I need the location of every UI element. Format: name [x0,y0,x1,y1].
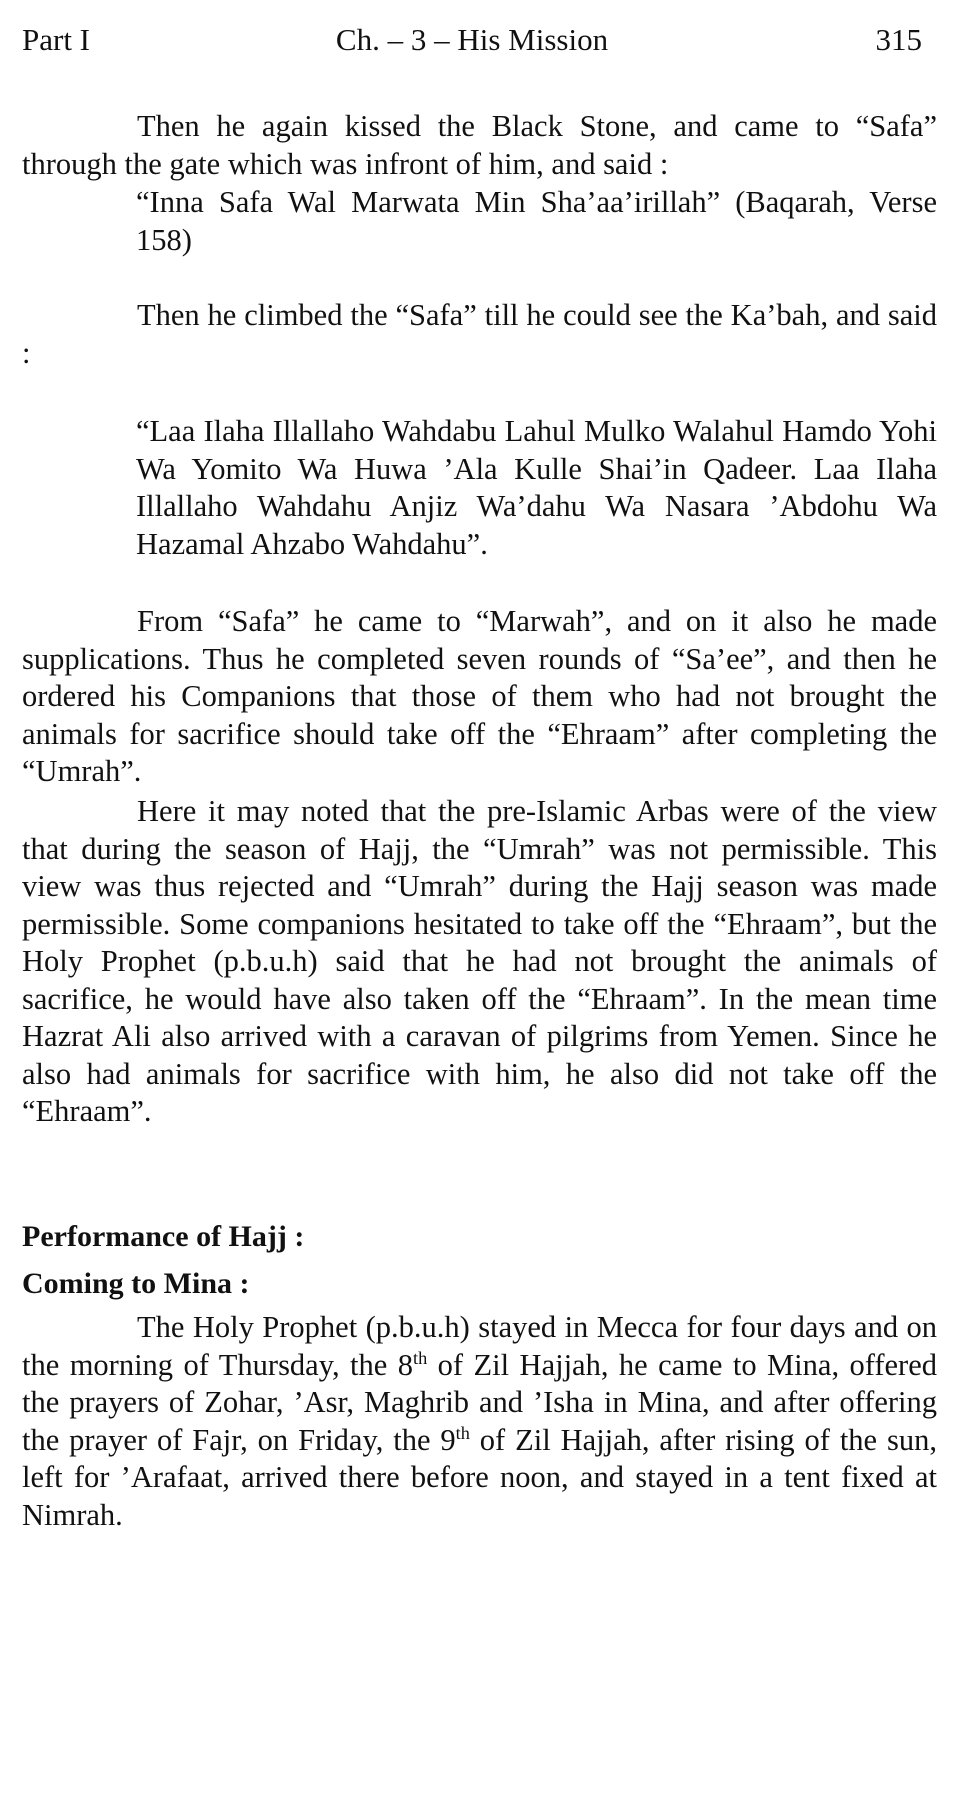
paragraph-climbed-safa: Then he climbed the “Safa” till he could see the Ka’bah, and said : [22,298,937,370]
part-label: Part I [22,22,91,57]
page-number: 315 [875,22,922,57]
quote-laa-ilaha: “Laa Ilaha Illallaho Wahdabu Lahul Mulko Walahul Hamdo Yohi Wa Yomito Wa Huwa ’Ala Kulle Shai’in Qadeer. Laa Ilaha Illallaho Wahdahu Anjiz Wa’dahu Wa Nasara ’Abdohu Wa Hazamal Ahzabo Wahdahu”. [136,414,937,561]
paragraph-safa-marwah: From “Safa” he came to “Marwah”, and on it also he made supplications. Thus he completed seven rounds of “Sa’ee”, and then he ordered his Companions that those of them who had not brought the animals for sacrifice should take off the “Ehraam” after completing the “Umrah”. [22,604,937,788]
text-fragment: of Zil Hajjah, he came to Mina, offered the prayers of Zohar, ’Asr, Maghrib and ’Isha in Mina, and after offering the prayer of Fajr, on Friday, the 9 [22,1347,937,1457]
text-fragment: of Zil Hajjah, after rising of the sun, left for ’Arafaat, arrived there before noon, and stayed in a tent fixed at Nimrah. [22,1422,937,1532]
ordinal-suffix: th [413,1347,428,1368]
heading-performance-of-hajj: Performance of Hajj : [22,1220,305,1253]
paragraph-stayed-in-mecca [22,1309,937,1534]
paragraph-pre-islamic: Here it may noted that the pre-Islamic Arbas were of the view that during the season of Hajj, the “Umrah” was not permissible. This view was thus rejected and “Umrah” during the Hajj season was made permissible. Some companions hesitated to take off the “Ehraam”, but the Holy Prophet (p.b.u.h) said that he had not brought the animals of sacrifice, he would have also taken off the “Ehraam”. In the mean time Hazrat Ali also arrived with a caravan of pilgrims from Yemen. Since he also had animals for sacrifice with him, he also did not take off the “Ehraam”. [22,794,937,1128]
heading-coming-to-mina: Coming to Mina : [22,1267,250,1300]
running-header [22,18,922,62]
ordinal-suffix: th [455,1422,470,1443]
text-fragment: The Holy Prophet (p.b.u.h) stayed in Mecca for four days and on the morning of Thursday, the 8 [22,1310,937,1382]
paragraph-black-stone: Then he again kissed the Black Stone, and came to “Safa” through the gate which was infront of him, and said : [22,109,937,181]
chapter-title: Ch. – 3 – His Mission [335,22,609,57]
quote-baqarah: “Inna Safa Wal Marwata Min Sha’aa’irillah” (Baqarah, Verse 158) [136,185,937,257]
